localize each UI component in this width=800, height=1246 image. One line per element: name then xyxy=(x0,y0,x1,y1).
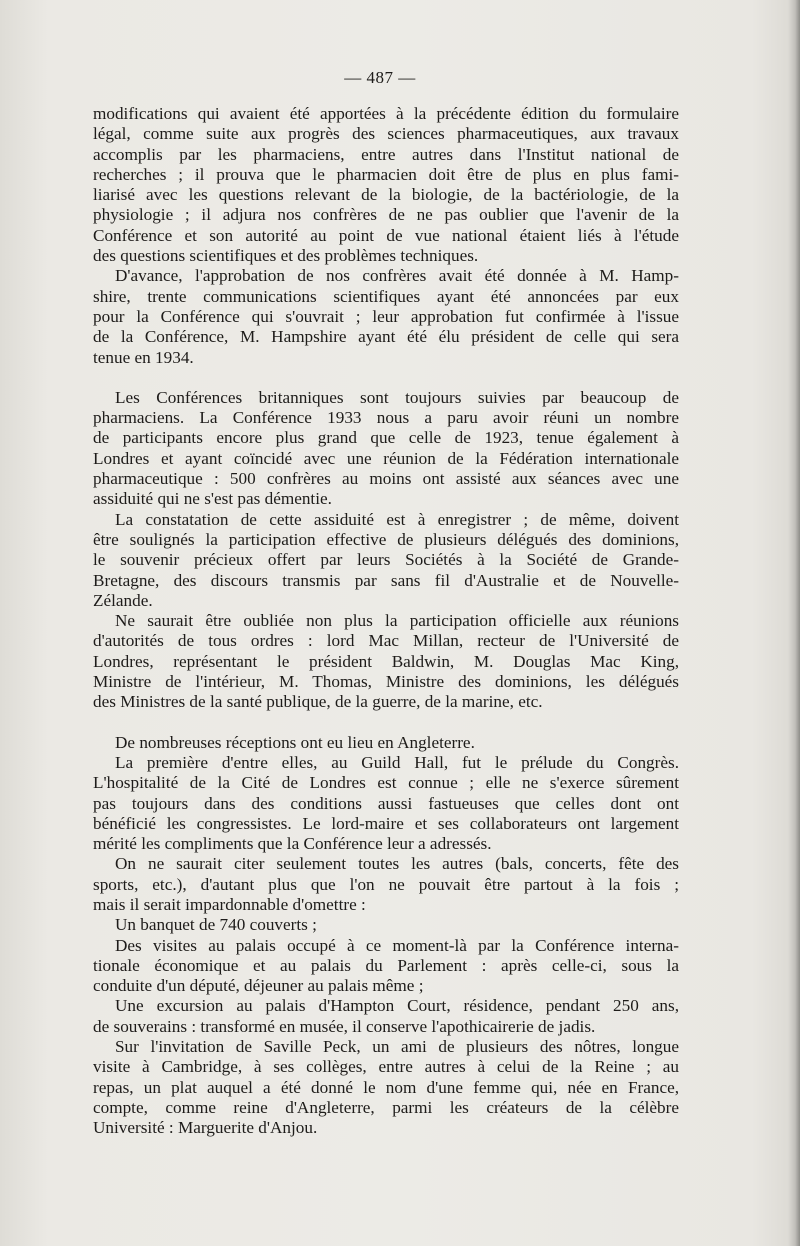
text-line: conduite d'un député, déjeuner au palais même ; xyxy=(93,976,424,996)
text-line: de la Conférence, M. Hampshire ayant été élu président de celle qui sera xyxy=(93,327,679,347)
text-line: Ne saurait être oubliée non plus la participation officielle aux réunions xyxy=(115,611,679,631)
text-line: légal, comme suite aux progrès des sciences pharmaceutiques, aux travaux xyxy=(93,124,679,144)
text-line: On ne saurait citer seulement toutes les autres (bals, concerts, fête des xyxy=(115,854,679,874)
paragraph xyxy=(93,266,679,367)
text-line: bénéficié les congressistes. Le lord-maire et ses collaborateurs ont largement xyxy=(93,813,679,833)
text-line: mérité les compliments que la Conférence leur a adressés. xyxy=(93,834,492,854)
text-line: Londres et ayant coïncidé avec une réunion de la Fédération internationale xyxy=(93,448,679,468)
paragraph xyxy=(93,733,679,753)
text-line: tionale économique et au palais du Parlement : après celle-ci, sous la xyxy=(93,955,679,975)
text-line: L'hospitalité de la Cité de Londres est connue ; elle ne s'exerce sûrement xyxy=(93,773,679,793)
text-line: shire, trente communications scientifiques ayant été annoncées par eux xyxy=(93,286,679,306)
text-line: être soulignés la participation effective de plusieurs délégués des dominions, xyxy=(93,529,679,549)
text-line: Des visites au palais occupé à ce moment-là par la Conférence interna- xyxy=(115,935,679,955)
text-line: Un banquet de 740 couverts ; xyxy=(115,915,317,935)
text-line: De nombreuses réceptions ont eu lieu en Angleterre. xyxy=(115,732,475,752)
text-line: Sur l'invitation de Saville Peck, un ami de plusieurs des nôtres, longue xyxy=(115,1037,679,1057)
page-number: — 487 — xyxy=(344,68,416,87)
paragraph xyxy=(93,915,679,935)
text-line: liarisé avec les questions relevant de la biologie, de la bactériologie, de la xyxy=(93,185,679,205)
text-line: physiologie ; il adjura nos confrères de ne pas oublier que l'avenir de la xyxy=(93,205,679,225)
text-line: pharmaciens. La Conférence 1933 nous a paru avoir réuni un nombre xyxy=(93,408,679,428)
paragraph xyxy=(93,996,679,1037)
text-line: Ministre de l'intérieur, M. Thomas, Ministre des dominions, les délégués xyxy=(93,672,679,692)
text-line: La première d'entre elles, au Guild Hall, fut le prélude du Congrès. xyxy=(115,752,679,772)
text-line: de souverains : transformé en musée, il conserve l'apothicairerie de jadis. xyxy=(93,1016,596,1036)
text-line: d'autorités de tous ordres : lord Mac Millan, recteur de l'Université de xyxy=(93,631,679,651)
text-line: pharmaceutique : 500 confrères au moins ont assisté aux séances avec une xyxy=(93,469,679,489)
paragraph xyxy=(93,753,679,854)
text-line: pas toujours dans des conditions aussi fastueuses que celles dont ont xyxy=(93,793,679,813)
text-line: sports, etc.), d'autant plus que l'on ne pouvait être partout à la fois ; xyxy=(93,874,679,894)
paragraph xyxy=(93,611,679,712)
text-line: Université : Marguerite d'Anjou. xyxy=(93,1118,318,1138)
text-line: compte, comme reine d'Angleterre, parmi les créateurs de la célèbre xyxy=(93,1097,679,1117)
text-line: Conférence et son autorité au point de vue national étaient liés à l'étude xyxy=(93,225,679,245)
paragraph xyxy=(93,104,679,266)
text-line: Une excursion au palais d'Hampton Court, résidence, pendant 250 ans, xyxy=(115,996,679,1016)
text-line: accomplis par les pharmaciens, entre autres dans l'Institut national de xyxy=(93,144,679,164)
text-line: La constatation de cette assiduité est à enregistrer ; de même, doivent xyxy=(115,509,679,529)
paragraph xyxy=(93,854,679,915)
section-gap xyxy=(93,713,679,733)
paragraph xyxy=(93,510,679,611)
text-line: recherches ; il prouva que le pharmacien doit être de plus en plus fami- xyxy=(93,164,679,184)
text-line: pour la Conférence qui s'ouvrait ; leur approbation fut confirmée à l'issue xyxy=(93,306,679,326)
section-gap xyxy=(93,368,679,388)
text-line: des Ministres de la santé publique, de la guerre, de la marine, etc. xyxy=(93,692,543,712)
text-line: Londres, représentant le président Baldwin, M. Douglas Mac King, xyxy=(93,651,679,671)
text-line: Bretagne, des discours transmis par sans fil d'Australie et de Nouvelle- xyxy=(93,570,679,590)
page-edge-shadow xyxy=(788,0,800,1246)
text-line: des questions scientifiques et des problèmes techniques. xyxy=(93,246,479,266)
text-line: modifications qui avaient été apportées à la précédente édition du formulaire xyxy=(93,104,679,123)
text-line: Les Conférences britanniques sont toujours suivies par beaucoup de xyxy=(115,387,679,407)
paragraph xyxy=(93,388,679,510)
text-line: de participants encore plus grand que celle de 1923, tenue également à xyxy=(93,428,679,448)
body-text xyxy=(93,104,679,1139)
text-line: le souvenir précieux offert par leurs Sociétés à la Société de Grande- xyxy=(93,550,679,570)
text-line: visite à Cambridge, à ses collèges, entre autres à celui de la Reine ; au xyxy=(93,1057,679,1077)
paragraph xyxy=(93,1037,679,1138)
text-line: repas, un plat auquel a été donné le nom d'une femme qui, née en France, xyxy=(93,1077,679,1097)
text-line: assiduité qui ne s'est pas démentie. xyxy=(93,489,332,509)
text-line: tenue en 1934. xyxy=(93,347,194,367)
text-line: Zélande. xyxy=(93,590,153,610)
paragraph xyxy=(93,936,679,997)
text-line: D'avance, l'approbation de nos confrères avait été donnée à M. Hamp- xyxy=(115,266,679,286)
text-line: mais il serait impardonnable d'omettre : xyxy=(93,894,366,914)
